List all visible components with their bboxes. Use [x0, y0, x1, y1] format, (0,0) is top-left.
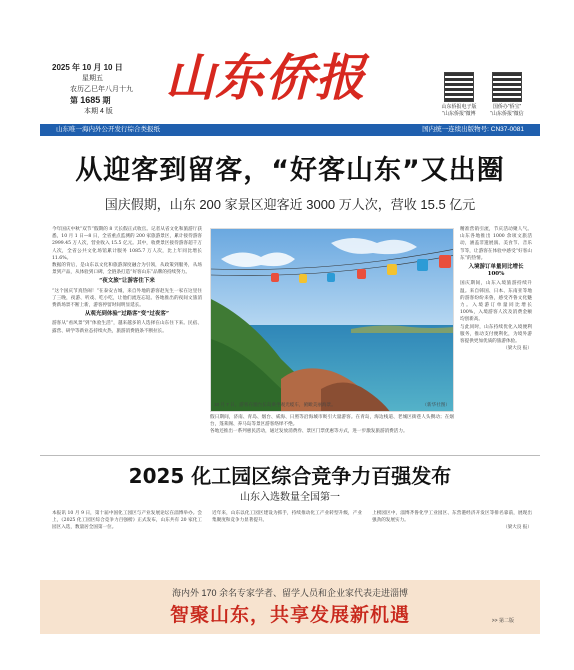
issue-number: 第 1685 期: [70, 95, 111, 105]
weekday: 星期五: [82, 75, 103, 82]
chem-column-2: 近年来，山东以化工园区建设为抓手，持续推动化工产业转型升级，产业集聚度和竞争力显著提升。: [212, 511, 362, 524]
banner-title: 智聚山东，共享发展新机遇: [169, 604, 410, 626]
newspaper-page: [40, 0, 540, 670]
banner-subtitle: 海内外 170 余名专家学者、留学人员和企业家代表走进淄博: [171, 588, 409, 598]
cable-car-landscape-image: [211, 229, 454, 412]
promo-banner[interactable]: [40, 580, 540, 634]
qr-code-2[interactable]: [492, 72, 522, 102]
section-heading: 从观光到体验“过路客”变“过夜客”: [84, 311, 170, 318]
page-count: 本期 4 版: [84, 108, 113, 115]
lead-headline[interactable]: 从迎客到留客，“好客山东”又出圈: [75, 155, 505, 186]
byline: （梁大良 报）: [502, 525, 532, 531]
lunar-date: 农历乙巳年八月十九: [70, 86, 133, 93]
article-column-2: 假日期间，济南、青岛、烟台、威海、日照等沿海城市吸引大量游客。在青岛，海边栈道、老城区街巷人头攒动；在烟台，蓬莱阁、养马岛等景区游客络绎不绝。 各地还推出一系列惠民活动，通过发放消费券、景区门票优惠等方式，进一步激发旅游消费活力。: [210, 415, 454, 435]
article-column-1: 今年国庆中秋“双节”假期的 8 天长假正式收官。记者从省文化和旅游厅获悉，10 月 1 日—8 日，全省重点监测的 200 家旅游景区，累计接待游客 2999.45 万人次，营业收入 15.5 亿元。其中，收费景区接待游客超千万人次，全省公共文化场馆累计服务 1085.7 万人次，比上年同比增长 11.6%。 数据的背后，是山东以文化和旅游深度融合为引领，从政策到服务，从场景到产品，从体验到口碑，全链条打造“好客山东”品牌的持续努力。 “夜文旅”让游客住下来 “这个国庆节真热闹！”在泰安古城，来自外地的游客赵先生一家在这里住了三晚，夜游、听戏、吃小吃，让他们流连忘返。各地推出的夜间文旅消费新场景不断上新，游客停留时间明显延长。 从观光到体验“过路客”变“过夜客” 游客从“看风景”到“体验生活”，越来越多的人选择在山东住下来。民宿、露营、研学等新业态持续火热，旅游消费链条不断拉长。: [52, 227, 202, 334]
masthead-bar: [40, 124, 540, 136]
qr-code-1[interactable]: [444, 72, 474, 102]
chem-column-1: 本报讯 10 月 9 日，第十届中国化工园区与产业发展论坛在淄博举办。会上，《2025 化工园区综合竞争力百强榜》正式发布，山东共有 20 家化工园区入选，数量居全国第一位。: [52, 511, 202, 531]
issue-date: 2025 年 10 月 10 日: [52, 63, 123, 72]
article-column-3: 精准营销引流，节庆活动聚人气。山东各地推出 1000 余项文旅活动，涵盖非遗展演、美食节、音乐节等，让游客在体验中感受“好客山东”的热情。 入境游订单量同比增长 100% 国庆期间，山东入境旅游持续升温。来自韩国、日本、东南亚等地的游客纷纷来鲁，感受齐鲁文化魅力。入境游订单量同比增长 100%，入境游客人次及消费金额均创新高。 与此同时，山东持续优化入境便利服务，推动支付便利化，为境外游客提供更加优质的旅游体验。 （梁大良 报）: [460, 227, 532, 352]
photo-credit: （新华社图）: [422, 402, 450, 407]
bar-serial: 国内统一连续出版物号: CN37-0081: [422, 126, 524, 133]
section-heading: 入境游订单量同比增长 100%: [468, 264, 524, 278]
newspaper-logo: [160, 45, 390, 105]
masthead-meta: [52, 62, 172, 117]
chem-column-3: 上榜园区中，淄博齐鲁化学工业园区、东营港经济开发区等排名靠前，展现出强劲的发展实力。 （梁大良 报）: [372, 511, 532, 531]
qr-caption-1: 山东侨报电子版 “山东侨报”微博: [441, 104, 477, 117]
photo-caption: 10 月 7 日，游客在烟台长岛乘坐观光缆车，俯瞰美丽海景。 （新华社图）: [214, 402, 450, 407]
qr-caption-2: 国侨办“侨宝” “山东侨报”微信: [490, 104, 524, 117]
qr-code-icon: [492, 72, 522, 102]
second-headline[interactable]: 2025 化工园区综合竞争力百强发布: [128, 464, 452, 488]
svg-text:山东侨报: 山东侨报: [165, 48, 365, 105]
byline: （梁大良 报）: [502, 346, 532, 352]
second-subhead: 山东入选数量全国第一: [240, 492, 340, 503]
bar-tagline: 山东唯一海内外公开发行综合类报纸: [56, 126, 160, 133]
lead-photo[interactable]: [210, 228, 454, 412]
qr-code-icon: [444, 72, 474, 102]
section-heading: “夜文旅”让游客住下来: [99, 278, 155, 285]
divider: [40, 455, 540, 456]
lead-subhead: 国庆假期，山东 200 家景区迎客近 3000 万人次，营收 15.5 亿元: [104, 197, 476, 212]
banner-page-link[interactable]: >> 第二版: [491, 618, 514, 624]
